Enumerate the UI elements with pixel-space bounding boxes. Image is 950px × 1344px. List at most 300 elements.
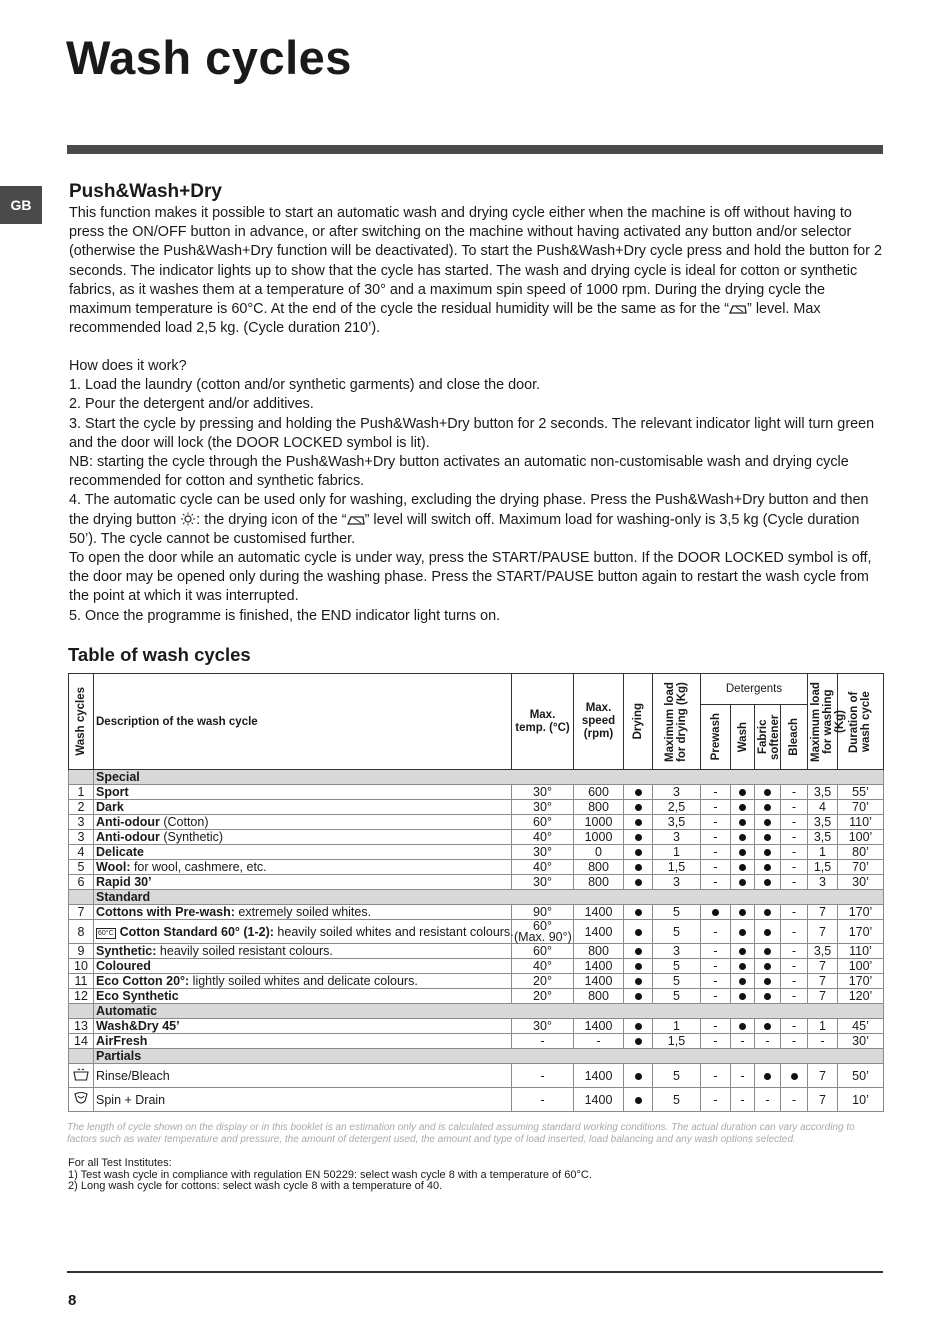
bleach-mark: - xyxy=(781,1019,808,1034)
wash-mark xyxy=(731,785,755,800)
nb-note: NB: starting the cycle through the Push&Wash+Dry button activates an automatic non-customisable wash and drying cycle recommended for cotton and synthetic fabrics. xyxy=(69,454,849,490)
max-load-drying: 5 xyxy=(653,920,701,944)
max-load-washing: 1,5 xyxy=(808,860,838,875)
bullet-mark xyxy=(739,978,746,985)
bullet-mark xyxy=(739,929,746,936)
softener-mark xyxy=(755,800,781,815)
bullet-mark xyxy=(739,834,746,841)
cycle-number xyxy=(69,1088,94,1112)
max-temp: 30° xyxy=(512,1019,574,1034)
duration: 70’ xyxy=(838,860,884,875)
max-load-washing: 3,5 xyxy=(808,815,838,830)
max-load-drying: 2,5 xyxy=(653,800,701,815)
cycle-description: Cottons with Pre-wash: extremely soiled whites. xyxy=(94,905,512,920)
duration: 30’ xyxy=(838,875,884,890)
max-load-washing: - xyxy=(808,1034,838,1049)
wash-mark xyxy=(731,944,755,959)
max-load-drying: 5 xyxy=(653,989,701,1004)
duration: 80’ xyxy=(838,845,884,860)
drying-mark xyxy=(624,1088,653,1112)
category-label: Standard xyxy=(94,890,884,905)
category-label: Automatic xyxy=(94,1004,884,1019)
drying-mark xyxy=(624,944,653,959)
prewash-mark: - xyxy=(701,830,731,845)
wash-mark xyxy=(731,875,755,890)
max-load-washing: 1 xyxy=(808,845,838,860)
bullet-mark xyxy=(635,963,642,970)
wash-mark xyxy=(731,800,755,815)
bullet-mark xyxy=(764,929,771,936)
max-load-drying: 3 xyxy=(653,875,701,890)
bullet-mark xyxy=(635,909,642,916)
bleach-mark: - xyxy=(781,1088,808,1112)
max-temp: 60° xyxy=(512,944,574,959)
max-temp: 30° xyxy=(512,845,574,860)
prewash-mark: - xyxy=(701,1034,731,1049)
prewash-mark: - xyxy=(701,800,731,815)
cycle-description: AirFresh xyxy=(94,1034,512,1049)
max-load-drying: 5 xyxy=(653,1088,701,1112)
wash-mark xyxy=(731,860,755,875)
max-temp: 60° (Max. 90°) xyxy=(512,920,574,944)
wash-mark: - xyxy=(731,1034,755,1049)
cycle-number: 12 xyxy=(69,989,94,1004)
wash-mark xyxy=(731,815,755,830)
wash-mark xyxy=(731,989,755,1004)
max-speed: 800 xyxy=(574,875,624,890)
max-speed: 1400 xyxy=(574,974,624,989)
cycle-description: Delicate xyxy=(94,845,512,860)
max-speed: 1400 xyxy=(574,1019,624,1034)
bullet-mark xyxy=(635,879,642,886)
table-row xyxy=(69,815,884,830)
max-load-washing: 3,5 xyxy=(808,830,838,845)
page-title: Wash cycles xyxy=(66,31,352,84)
bullet-mark xyxy=(712,909,719,916)
softener-mark xyxy=(755,974,781,989)
softener-mark xyxy=(755,959,781,974)
max-speed: 1000 xyxy=(574,830,624,845)
drying-mark xyxy=(624,989,653,1004)
softener-mark xyxy=(755,905,781,920)
wash-cycles-table xyxy=(68,673,884,1112)
max-speed: 1000 xyxy=(574,815,624,830)
step-4: 4. The automatic cycle can be used only for washing, excluding the drying phase. Press the Push&Wash+Dry button and then the drying button : the drying icon of the “ ” level will switch off. Maximum load for washing-only is 3,5 kg (Cycle duration 50’). The cycle cannot be customised further. xyxy=(69,492,869,547)
intro-paragraph: This function makes it possible to start an automatic wash and drying cycle either when the machine is off without having to press the ON/OFF button in advance, or after switching on the machine without having activated any button and/or selector (otherwise the Push&Wash+Dry function will be deactivated). To start the Push&Wash+Dry cycle press and hold the button for 2 seconds. The indicator lights up to show that the cycle has started. The wash and drying cycle is ideal for cotton or synthetic fabrics, as it washes them at a temperature of 30° and a maximum spin speed of 1000 rpm. During the drying cycle the maximum temperature is 60°C. At the end of the cycle the residual humidity will be the same as for the “ ” level. Max recommended load 2,5 kg. (Cycle duration 210’). xyxy=(69,205,882,337)
cycle-description: Wash&Dry 45’ xyxy=(94,1019,512,1034)
drying-mark xyxy=(624,1019,653,1034)
max-load-drying: 1,5 xyxy=(653,860,701,875)
max-temp: 40° xyxy=(512,959,574,974)
max-load-drying: 1,5 xyxy=(653,1034,701,1049)
footer-rule xyxy=(67,1271,883,1273)
prewash-mark: - xyxy=(701,974,731,989)
cycle-description: Rapid 30’ xyxy=(94,875,512,890)
section-title: Push&Wash+Dry xyxy=(69,181,222,202)
max-load-washing: 7 xyxy=(808,974,838,989)
bullet-mark xyxy=(764,834,771,841)
cycle-number xyxy=(69,1064,94,1088)
bullet-mark xyxy=(764,978,771,985)
max-load-washing: 7 xyxy=(808,1064,838,1088)
max-temp: - xyxy=(512,1064,574,1088)
cycle-description: Eco Synthetic xyxy=(94,989,512,1004)
bleach-mark: - xyxy=(781,974,808,989)
softener-mark xyxy=(755,944,781,959)
drying-mark xyxy=(624,920,653,944)
cycle-number: 9 xyxy=(69,944,94,959)
max-load-washing: 7 xyxy=(808,905,838,920)
table-row xyxy=(69,860,884,875)
max-speed: 800 xyxy=(574,800,624,815)
prewash-mark: - xyxy=(701,845,731,860)
max-speed: 0 xyxy=(574,845,624,860)
softener-mark xyxy=(755,875,781,890)
bullet-mark xyxy=(739,849,746,856)
max-speed: 800 xyxy=(574,944,624,959)
bullet-mark xyxy=(764,819,771,826)
table-title: Table of wash cycles xyxy=(68,644,251,665)
iron-icon xyxy=(347,515,365,525)
bleach-mark: - xyxy=(781,875,808,890)
cycle-number: 13 xyxy=(69,1019,94,1034)
bleach-mark: - xyxy=(781,905,808,920)
bullet-mark xyxy=(764,864,771,871)
drying-mark xyxy=(624,905,653,920)
prewash-mark: - xyxy=(701,875,731,890)
wash-mark xyxy=(731,905,755,920)
bleach-mark: - xyxy=(781,800,808,815)
max-load-washing: 1 xyxy=(808,1019,838,1034)
cycle-number: 6 xyxy=(69,875,94,890)
step-5: 5. Once the programme is finished, the END indicator light turns on. xyxy=(69,607,501,624)
category-row xyxy=(69,1004,884,1019)
prewash-mark xyxy=(701,905,731,920)
max-load-washing: 4 xyxy=(808,800,838,815)
bullet-mark xyxy=(635,978,642,985)
drying-mark xyxy=(624,1064,653,1088)
wash-mark xyxy=(731,920,755,944)
drying-mark xyxy=(624,815,653,830)
duration: 110’ xyxy=(838,815,884,830)
table-row xyxy=(69,830,884,845)
bullet-mark xyxy=(635,929,642,936)
bullet-mark xyxy=(739,1023,746,1030)
how-it-works xyxy=(69,357,889,626)
prewash-mark: - xyxy=(701,920,731,944)
bullet-mark xyxy=(739,948,746,955)
category-row xyxy=(69,770,884,785)
drying-mark xyxy=(624,860,653,875)
bullet-mark xyxy=(764,948,771,955)
table-row xyxy=(69,974,884,989)
bullet-mark xyxy=(739,993,746,1000)
duration: 30’ xyxy=(838,1034,884,1049)
max-speed: 600 xyxy=(574,785,624,800)
bleach-mark: - xyxy=(781,830,808,845)
table-row xyxy=(69,1034,884,1049)
table-header-row xyxy=(69,674,884,705)
max-load-drying: 3 xyxy=(653,785,701,800)
step-1: 1. Load the laundry (cotton and/or synthetic garments) and close the door. xyxy=(69,377,541,394)
max-speed: 800 xyxy=(574,860,624,875)
bullet-mark xyxy=(739,864,746,871)
bullet-mark xyxy=(635,789,642,796)
duration: 50’ xyxy=(838,1064,884,1088)
drying-mark xyxy=(624,974,653,989)
duration-disclaimer: The length of cycle shown on the display or in this booklet is an estimation only and is calculated assuming standard working conditions. The actual duration can vary according to factors such as water temperature and pressure, the amount of detergent used, the amount and type of load inserted, load balancing and any wash options selected. xyxy=(67,1122,855,1145)
rinse-icon xyxy=(72,1067,90,1081)
cycle-number: 4 xyxy=(69,845,94,860)
max-temp: 40° xyxy=(512,830,574,845)
prewash-mark: - xyxy=(701,1064,731,1088)
bullet-mark xyxy=(635,834,642,841)
cycle-number: 1 xyxy=(69,785,94,800)
cycle-description: Anti-odour (Cotton) xyxy=(94,815,512,830)
cycle-description: Sport xyxy=(94,785,512,800)
bleach-mark: - xyxy=(781,959,808,974)
iron-icon xyxy=(729,304,747,314)
cotton-60-icon: 60°C xyxy=(98,929,114,937)
max-load-washing: 7 xyxy=(808,1088,838,1112)
header-description: Description of the wash cycle xyxy=(94,674,512,770)
max-load-drying: 1 xyxy=(653,845,701,860)
duration: 100’ xyxy=(838,959,884,974)
table-row xyxy=(69,1064,884,1088)
table-row xyxy=(69,959,884,974)
bullet-mark xyxy=(739,909,746,916)
prewash-mark: - xyxy=(701,944,731,959)
cycle-number: 2 xyxy=(69,800,94,815)
cycle-number: 8 xyxy=(69,920,94,944)
max-temp: 30° xyxy=(512,785,574,800)
softener-mark xyxy=(755,815,781,830)
bullet-mark xyxy=(764,879,771,886)
prewash-mark: - xyxy=(701,1088,731,1112)
drying-mark xyxy=(624,845,653,860)
bullet-mark xyxy=(635,804,642,811)
cycle-number: 3 xyxy=(69,815,94,830)
duration: 70’ xyxy=(838,800,884,815)
table-row xyxy=(69,875,884,890)
wash-mark xyxy=(731,974,755,989)
max-speed: 800 xyxy=(574,989,624,1004)
drying-mark xyxy=(624,959,653,974)
max-temp: 30° xyxy=(512,800,574,815)
header-fabric-softener: Fabric softener xyxy=(755,705,781,770)
bullet-mark xyxy=(635,1023,642,1030)
bullet-mark xyxy=(764,1023,771,1030)
max-temp: 60° xyxy=(512,815,574,830)
bullet-mark xyxy=(764,993,771,1000)
bullet-mark xyxy=(739,804,746,811)
prewash-mark: - xyxy=(701,815,731,830)
duration: 10’ xyxy=(838,1088,884,1112)
spin-icon xyxy=(72,1090,90,1106)
bullet-mark xyxy=(635,1073,642,1080)
max-load-washing: 3,5 xyxy=(808,944,838,959)
header-wash: Wash xyxy=(731,705,755,770)
softener-mark xyxy=(755,785,781,800)
bleach-mark: - xyxy=(781,785,808,800)
cycle-number: 5 xyxy=(69,860,94,875)
cycle-description: Anti-odour (Synthetic) xyxy=(94,830,512,845)
prewash-mark: - xyxy=(701,989,731,1004)
max-temp: 20° xyxy=(512,989,574,1004)
max-load-washing: 7 xyxy=(808,920,838,944)
duration: 55’ xyxy=(838,785,884,800)
max-speed: 1400 xyxy=(574,959,624,974)
softener-mark xyxy=(755,920,781,944)
header-prewash: Prewash xyxy=(701,705,731,770)
max-temp: 40° xyxy=(512,860,574,875)
header-drying: Drying xyxy=(624,674,653,770)
drying-mark xyxy=(624,875,653,890)
max-load-drying: 3,5 xyxy=(653,815,701,830)
drying-mark xyxy=(624,830,653,845)
bullet-mark xyxy=(635,819,642,826)
category-label: Partials xyxy=(94,1049,884,1064)
bleach-mark: - xyxy=(781,920,808,944)
max-load-drying: 5 xyxy=(653,1064,701,1088)
bullet-mark xyxy=(635,864,642,871)
bullet-mark xyxy=(635,948,642,955)
max-load-drying: 3 xyxy=(653,830,701,845)
category-row xyxy=(69,1049,884,1064)
wash-mark xyxy=(731,830,755,845)
prewash-mark: - xyxy=(701,860,731,875)
cycle-number: 10 xyxy=(69,959,94,974)
bullet-mark xyxy=(635,849,642,856)
table-row xyxy=(69,989,884,1004)
max-load-washing: 7 xyxy=(808,959,838,974)
header-max-speed: Max. speed (rpm) xyxy=(574,674,624,770)
bleach-mark: - xyxy=(781,815,808,830)
cycle-description: Spin + Drain xyxy=(94,1088,512,1112)
step-2: 2. Pour the detergent and/or additives. xyxy=(69,396,314,413)
max-load-drying: 1 xyxy=(653,1019,701,1034)
duration: 120’ xyxy=(838,989,884,1004)
max-load-washing: 7 xyxy=(808,989,838,1004)
duration: 170’ xyxy=(838,974,884,989)
bullet-mark xyxy=(739,819,746,826)
header-detergents: Detergents xyxy=(701,674,808,705)
duration: 170’ xyxy=(838,920,884,944)
bullet-mark xyxy=(739,879,746,886)
softener-mark xyxy=(755,860,781,875)
wash-mark xyxy=(731,845,755,860)
max-load-drying: 5 xyxy=(653,974,701,989)
open-door-note: To open the door while an automatic cycle is under way, press the START/PAUSE button. If the DOOR LOCKED symbol is off, the door may be opened only during the washing phase. Press the START/PAUSE button again to restart the wash cycle from the point at which it was interrupted. xyxy=(69,550,872,605)
max-temp: - xyxy=(512,1034,574,1049)
bleach-mark: - xyxy=(781,845,808,860)
wash-mark xyxy=(731,1019,755,1034)
table-row xyxy=(69,905,884,920)
softener-mark: - xyxy=(755,1034,781,1049)
softener-mark: - xyxy=(755,1088,781,1112)
header-wash-cycles: Wash cycles xyxy=(69,674,94,770)
bullet-mark xyxy=(635,993,642,1000)
softener-mark xyxy=(755,830,781,845)
bullet-mark xyxy=(764,909,771,916)
max-load-washing: 3 xyxy=(808,875,838,890)
max-speed: 1400 xyxy=(574,1064,624,1088)
table-row xyxy=(69,845,884,860)
prewash-mark: - xyxy=(701,959,731,974)
category-label: Special xyxy=(94,770,884,785)
bleach-mark: - xyxy=(781,860,808,875)
softener-mark xyxy=(755,1019,781,1034)
max-speed: 1400 xyxy=(574,905,624,920)
bullet-mark xyxy=(739,789,746,796)
drying-button-icon xyxy=(180,512,196,526)
bleach-mark: - xyxy=(781,989,808,1004)
header-bleach: Bleach xyxy=(781,705,808,770)
bullet-mark xyxy=(635,1097,642,1104)
language-tab: GB xyxy=(0,186,42,224)
duration: 100’ xyxy=(838,830,884,845)
cycle-number: 7 xyxy=(69,905,94,920)
prewash-mark: - xyxy=(701,785,731,800)
test-institutes-note: For all Test Institutes: 1) Test wash cycle in compliance with regulation EN 50229: select wash cycle 8 with a temperature of 60°C. 2) Long wash cycle for cottons: select wash cycle 8 with a temperature of 40. xyxy=(68,1157,592,1192)
cycle-number: 11 xyxy=(69,974,94,989)
bullet-mark xyxy=(764,849,771,856)
cycle-number: 14 xyxy=(69,1034,94,1049)
header-max-load-washing: Maximum load for washing (Kg) xyxy=(808,674,838,770)
table-row xyxy=(69,800,884,815)
bullet-mark xyxy=(764,804,771,811)
step-3: 3. Start the cycle by pressing and holding the Push&Wash+Dry button for 2 seconds. The relevant indicator light will turn green and the door will lock (the DOOR LOCKED symbol is lit). xyxy=(69,415,875,451)
drying-mark xyxy=(624,785,653,800)
softener-mark xyxy=(755,845,781,860)
bleach-mark: - xyxy=(781,944,808,959)
wash-mark: - xyxy=(731,1064,755,1088)
max-temp: 90° xyxy=(512,905,574,920)
table-row xyxy=(69,1019,884,1034)
max-temp: 20° xyxy=(512,974,574,989)
bullet-mark xyxy=(635,1038,642,1045)
max-load-drying: 5 xyxy=(653,905,701,920)
max-temp: 30° xyxy=(512,875,574,890)
table-row xyxy=(69,944,884,959)
cycle-description: Eco Cotton 20°: lightly soiled whites and delicate colours. xyxy=(94,974,512,989)
drying-mark xyxy=(624,1034,653,1049)
max-load-drying: 5 xyxy=(653,959,701,974)
how-heading: How does it work? xyxy=(69,358,187,374)
max-load-washing: 3,5 xyxy=(808,785,838,800)
page-number: 8 xyxy=(68,1292,77,1309)
cycle-description: Coloured xyxy=(94,959,512,974)
table-row xyxy=(69,785,884,800)
wash-mark xyxy=(731,959,755,974)
max-speed: - xyxy=(574,1034,624,1049)
table-row xyxy=(69,920,884,944)
category-row xyxy=(69,890,884,905)
cycle-description: Rinse/Bleach xyxy=(94,1064,512,1088)
max-load-drying: 3 xyxy=(653,944,701,959)
bullet-mark xyxy=(764,789,771,796)
header-duration: Duration of wash cycle xyxy=(838,674,884,770)
duration: 170’ xyxy=(838,905,884,920)
bullet-mark xyxy=(764,963,771,970)
cycle-description: Dark xyxy=(94,800,512,815)
header-max-temp: Max. temp. (°C) xyxy=(512,674,574,770)
header-rule xyxy=(67,145,883,154)
header-max-load-drying: Maximum load for drying (Kg) xyxy=(653,674,701,770)
cycle-description: Wool: for wool, cashmere, etc. xyxy=(94,860,512,875)
table-body xyxy=(69,770,884,1112)
table-row xyxy=(69,1088,884,1112)
